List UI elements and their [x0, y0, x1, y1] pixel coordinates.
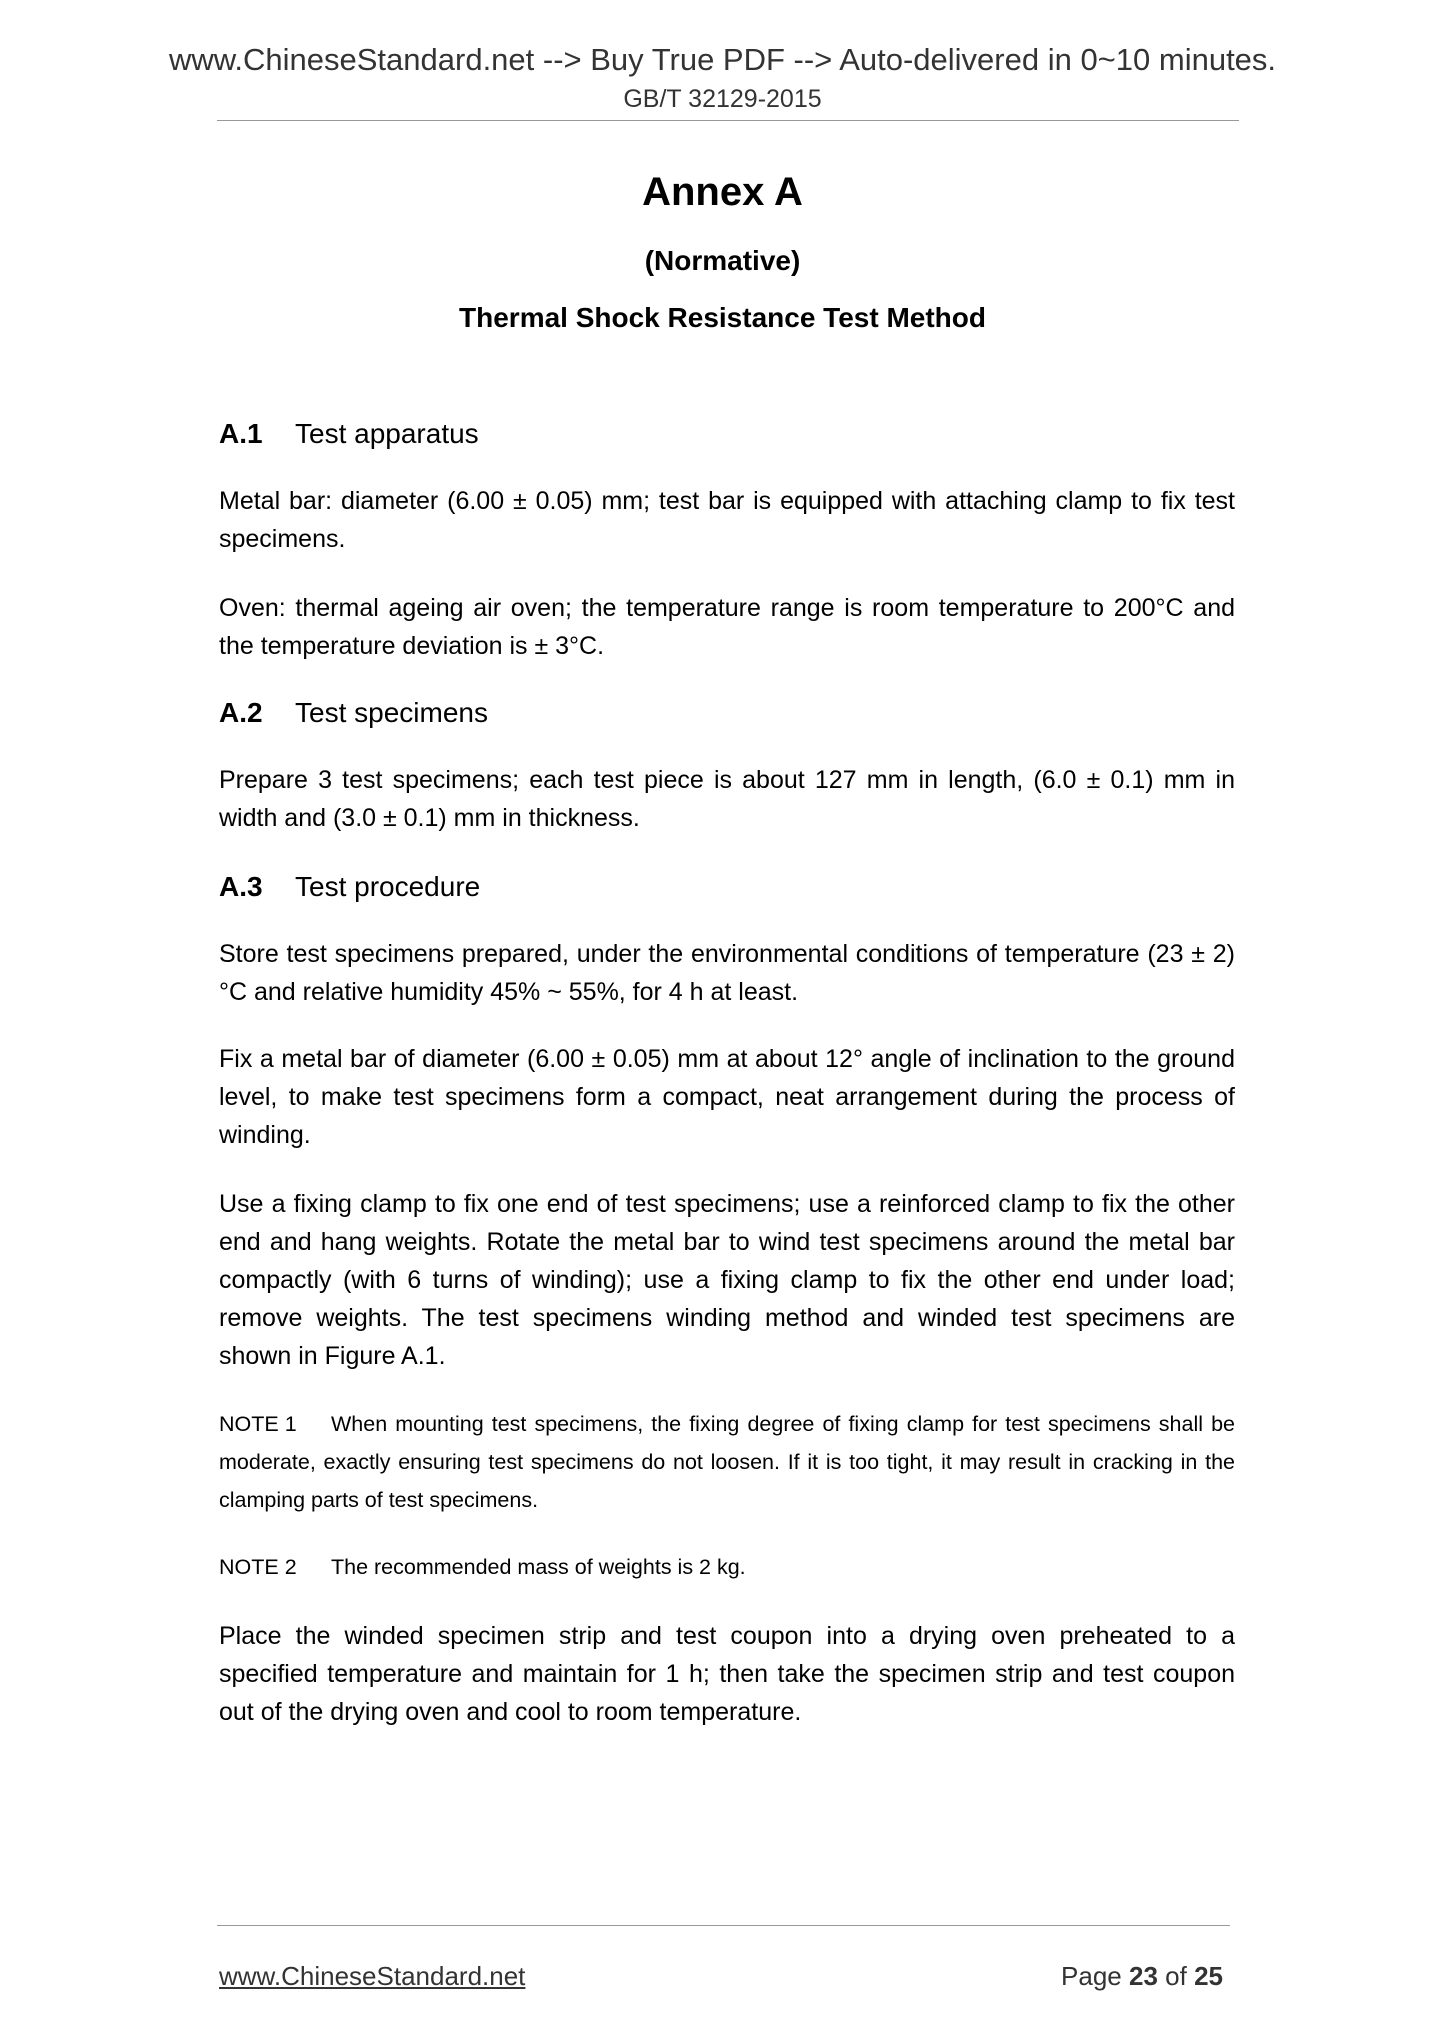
- note-label: NOTE 2: [219, 1555, 297, 1579]
- section-heading-a3: [219, 871, 480, 903]
- paragraph: Prepare 3 test specimens; each test piece is about 127 mm in length, (6.0 ± 0.1) mm in width and (3.0 ± 0.1) mm in thickness.: [219, 766, 1235, 832]
- section-title: Test specimens: [295, 697, 488, 728]
- section-title: Test procedure: [295, 871, 481, 902]
- section-heading-a2: [219, 697, 488, 729]
- footer-divider: [217, 1925, 1230, 1926]
- page-of: of: [1165, 1961, 1187, 1991]
- annex-subtitle: Thermal Shock Resistance Test Method: [459, 302, 986, 333]
- section-number: A.1: [219, 418, 263, 449]
- section-title: Test apparatus: [295, 418, 479, 449]
- note-label: NOTE 1: [219, 1412, 297, 1436]
- current-page: 23: [1129, 1961, 1158, 1991]
- header-banner[interactable]: www.ChineseStandard.net --> Buy True PDF --> Auto-delivered in 0~10 minutes.: [168, 42, 1277, 77]
- paragraph: Place the winded specimen strip and test coupon into a drying oven preheated to a specified temperature and maintain for 1 h; then take the specimen strip and test coupon out of the drying oven and cool to room temperature.: [219, 1622, 1235, 1726]
- paragraph: Fix a metal bar of diameter (6.00 ± 0.05) mm at about 12° angle of inclination to the ground level, to make test specimens form a compact, neat arrangement during the process of winding.: [219, 1045, 1235, 1149]
- section-heading-a1: [219, 418, 479, 450]
- note-2: [219, 1548, 1235, 1586]
- note-text: When mounting test specimens, the fixing degree of fixing clamp for test specimens shall be moderate, exactly ensuring test specimens do not loosen. If it is too tight, it may result in cracking in the clamping parts of test specimens.: [219, 1412, 1235, 1512]
- page-prefix: Page: [1061, 1961, 1122, 1991]
- annex-type: (Normative): [644, 245, 801, 276]
- section-number: A.3: [219, 871, 263, 902]
- paragraph: Store test specimens prepared, under the environmental conditions of temperature (23 ± 2)°C and relative humidity 45% ~ 55%, for 4 h at least.: [219, 940, 1235, 1006]
- section-number: A.2: [219, 697, 263, 728]
- standard-number: GB/T 32129-2015: [623, 85, 822, 113]
- page-number: [1061, 1961, 1223, 1992]
- annex-title: Annex A: [642, 170, 803, 214]
- paragraph: Metal bar: diameter (6.00 ± 0.05) mm; test bar is equipped with attaching clamp to fix test specimens.: [219, 487, 1235, 553]
- footer-link[interactable]: www.ChineseStandard.net: [219, 1961, 526, 1991]
- note-1: [219, 1405, 1235, 1519]
- note-text: The recommended mass of weights is 2 kg.: [331, 1555, 746, 1579]
- paragraph: Use a fixing clamp to fix one end of test specimens; use a reinforced clamp to fix the other end and hang weights. Rotate the metal bar to wind test specimens around the metal bar compactly (with 6 turns of winding); use a fixing clamp to fix the other end under load; remove weights. The test specimens winding method and winded test specimens are shown in Figure A.1.: [219, 1190, 1235, 1370]
- total-pages: 25: [1194, 1961, 1223, 1991]
- header-divider: [217, 120, 1239, 121]
- paragraph: Oven: thermal ageing air oven; the temperature range is room temperature to 200°C and the temperature deviation is ± 3°C.: [219, 594, 1235, 660]
